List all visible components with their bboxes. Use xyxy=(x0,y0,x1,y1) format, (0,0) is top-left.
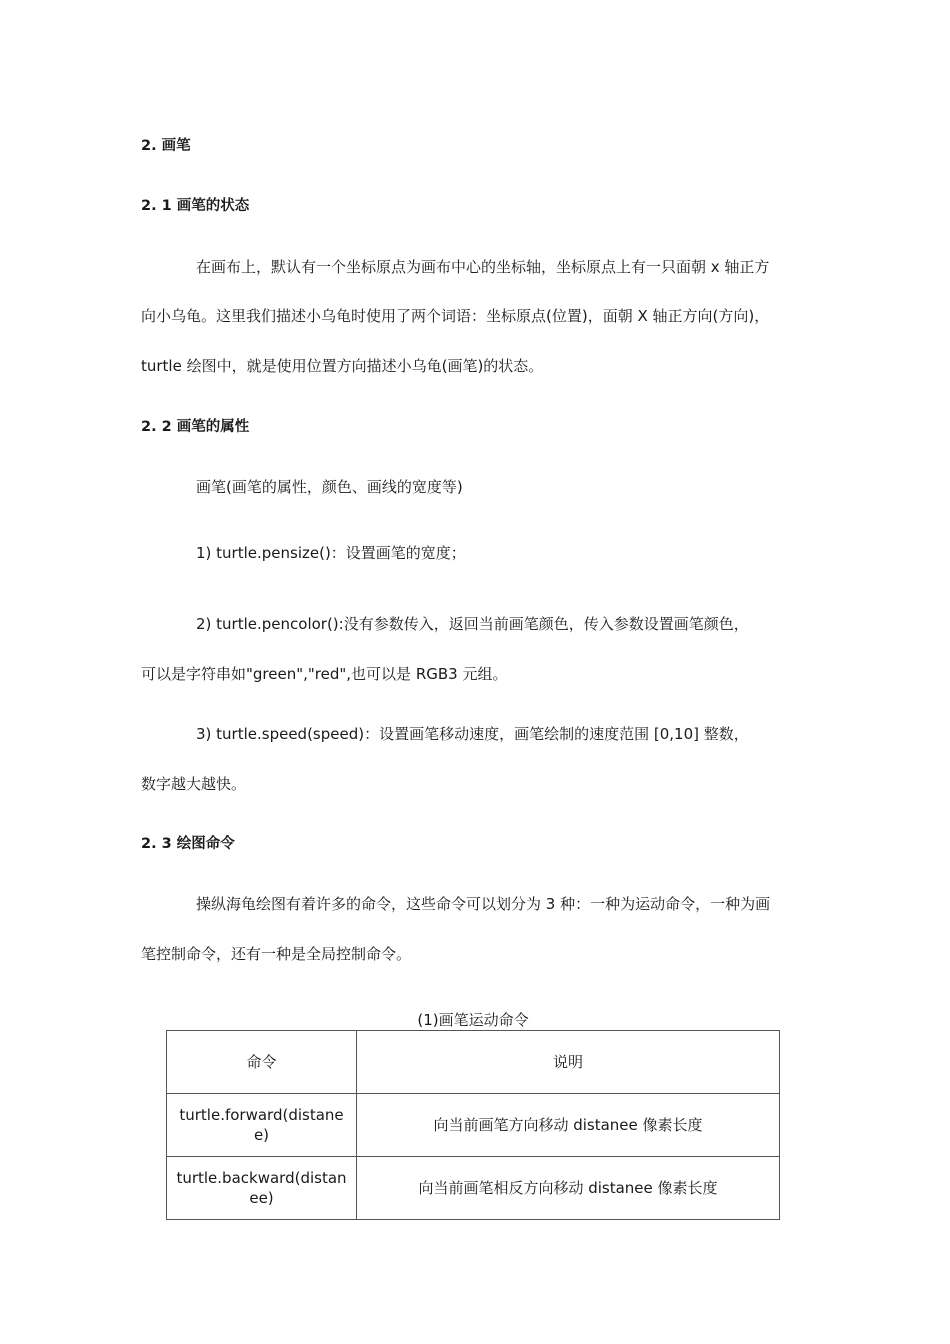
list-item-continuation: 数字越大越快。 xyxy=(141,775,247,793)
table-cell-description: 向当前画笔相反方向移动 distanee 像素长度 xyxy=(357,1157,780,1220)
paragraph-line: turtle 绘图中，就是使用位置方向描述小乌龟(画笔)的状态。 xyxy=(141,357,544,375)
paragraph-line: 笔控制命令，还有一种是全局控制命令。 xyxy=(141,945,412,963)
table-cell-command: turtle.backward(distanee) xyxy=(167,1157,357,1220)
table-row xyxy=(167,1157,780,1220)
list-item: 3) turtle.speed(speed)：设置画笔移动速度，画笔绘制的速度范围 [0,10] 整数， xyxy=(196,725,749,743)
list-item: 1) turtle.pensize()：设置画笔的宽度； xyxy=(196,544,466,562)
table-caption: (1)画笔运动命令 xyxy=(417,1011,529,1029)
subsection-heading-pen-state: 2. 1 画笔的状态 xyxy=(141,198,250,214)
motion-commands-table xyxy=(166,1030,780,1220)
paragraph-line: 操纵海龟绘图有着许多的命令，这些命令可以划分为 3 种：一种为运动命令，一种为画 xyxy=(196,895,771,913)
paragraph-line: 向小乌龟。这里我们描述小乌龟时使用了两个词语：坐标原点(位置)，面朝 X 轴正方向(方向)， xyxy=(141,307,770,325)
subsection-heading-pen-attributes: 2. 2 画笔的属性 xyxy=(141,419,250,435)
paragraph-line: 画笔(画笔的属性，颜色、画线的宽度等) xyxy=(196,478,463,496)
paragraph-line: 在画布上，默认有一个坐标原点为画布中心的坐标轴，坐标原点上有一只面朝 x 轴正方 xyxy=(196,258,770,276)
table-header-cell: 说明 xyxy=(357,1031,780,1094)
list-item-continuation: 可以是字符串如"green","red",也可以是 RGB3 元组。 xyxy=(141,665,508,683)
table-cell-command: turtle.forward(distanee) xyxy=(167,1094,357,1157)
section-heading: 2. 画笔 xyxy=(141,138,191,154)
subsection-heading-drawing-commands: 2. 3 绘图命令 xyxy=(141,836,235,852)
list-item: 2) turtle.pencolor():没有参数传入，返回当前画笔颜色，传入参数设置画笔颜色， xyxy=(196,615,749,633)
table-header-row xyxy=(167,1031,780,1094)
table-row xyxy=(167,1094,780,1157)
table-cell-description: 向当前画笔方向移动 distanee 像素长度 xyxy=(357,1094,780,1157)
table-header-cell: 命令 xyxy=(167,1031,357,1094)
